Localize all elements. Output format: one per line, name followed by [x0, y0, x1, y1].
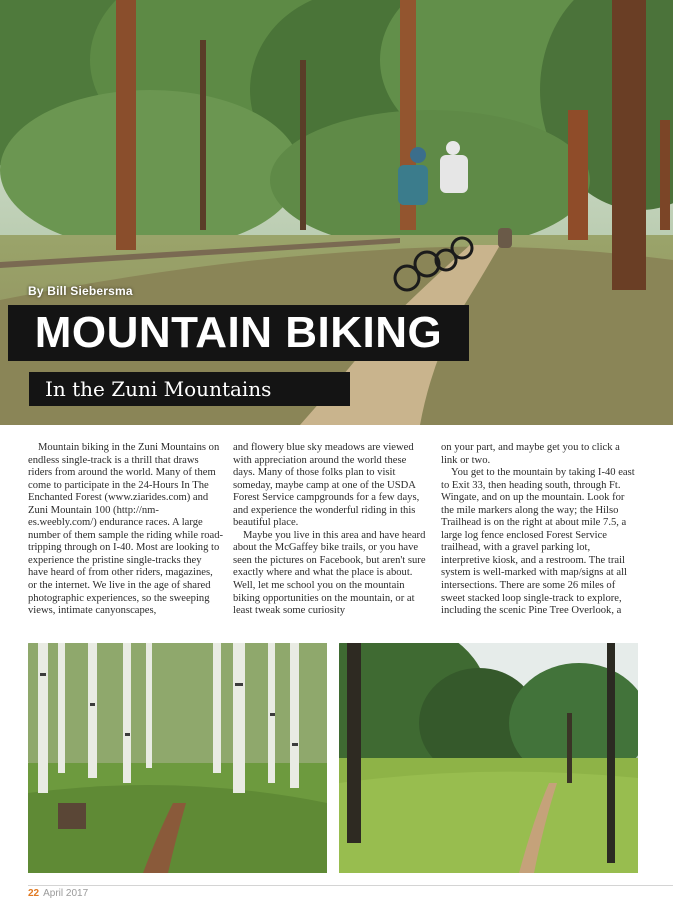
title-banner	[8, 305, 469, 361]
paragraph: and flowery blue sky meadows are viewed with appreciation around the world these days. Many of those folks plan to visit someday, maybe camp at one of the USDA Forest Service campgrounds for a few days, and experience the wonderful riding in this beautiful place.	[233, 442, 420, 529]
subtitle-banner	[29, 372, 350, 406]
text-column-2	[233, 442, 429, 618]
aspen-forest-photo	[28, 643, 327, 873]
text-column-1	[28, 442, 224, 618]
page-number: 22	[28, 888, 40, 899]
aspen-forest-image	[28, 643, 327, 873]
byline: By Bill Siebersma	[28, 284, 133, 298]
article-subtitle: In the Zuni Mountains	[45, 377, 272, 401]
issue-date: April 2017	[43, 888, 89, 899]
meadow-image	[339, 643, 638, 873]
paragraph: on your part, and maybe get you to click a link or two.	[441, 442, 620, 466]
paragraph: Mountain biking in the Zuni Mountains on endless single-track is a thrill that draws riders from around the world. Many of them come to participate in the 24-Hours In The Enchanted Forest (www.ziarides.com) and Zuni Mountain 100 (http://nm-es.weebly.com/) endurance races. A large number of them sample the riding while road-tripping through on I-40. Most are looking to experience the pristine single-tracks they have heard of from other riders, magazines, or the internet. We live in the age of shared photographic experiences, so the sweeping views, intimate canyonscapes,	[28, 442, 224, 617]
article-title: MOUNTAIN BIKING	[34, 308, 443, 357]
hero-photo	[0, 0, 673, 425]
page-folio	[28, 888, 88, 899]
forest-trail-image	[0, 0, 673, 425]
meadow-photo	[339, 643, 638, 873]
paragraph: Maybe you live in this area and have heard about the McGaffey bike trails, or you have seen the pictures on Facebook, but aren't sure exactly where and what the place is about. Well, let me school you on the mountain biking opportunities on the mountain, or at least tweak some curiosity	[233, 529, 426, 617]
footer-rule	[28, 885, 673, 886]
text-column-3	[441, 442, 637, 618]
paragraph: You get to the mountain by taking I-40 east to Exit 33, then heading south, through Ft. Wingate, and on up the mountain. Look for the mile markers along the way; the Hilso Trailhead is on the right at about mile 7.5, a large log fence enclosed Forest Service trailhead, with a gravel parking lot, interpretive kiosk, and a restroom. The trail system is well-marked with map/signs at all intersections. There are some 26 miles of sweet stacked loop single-track to explore, including the scenic Pine Tree Overlook, a	[441, 467, 635, 617]
